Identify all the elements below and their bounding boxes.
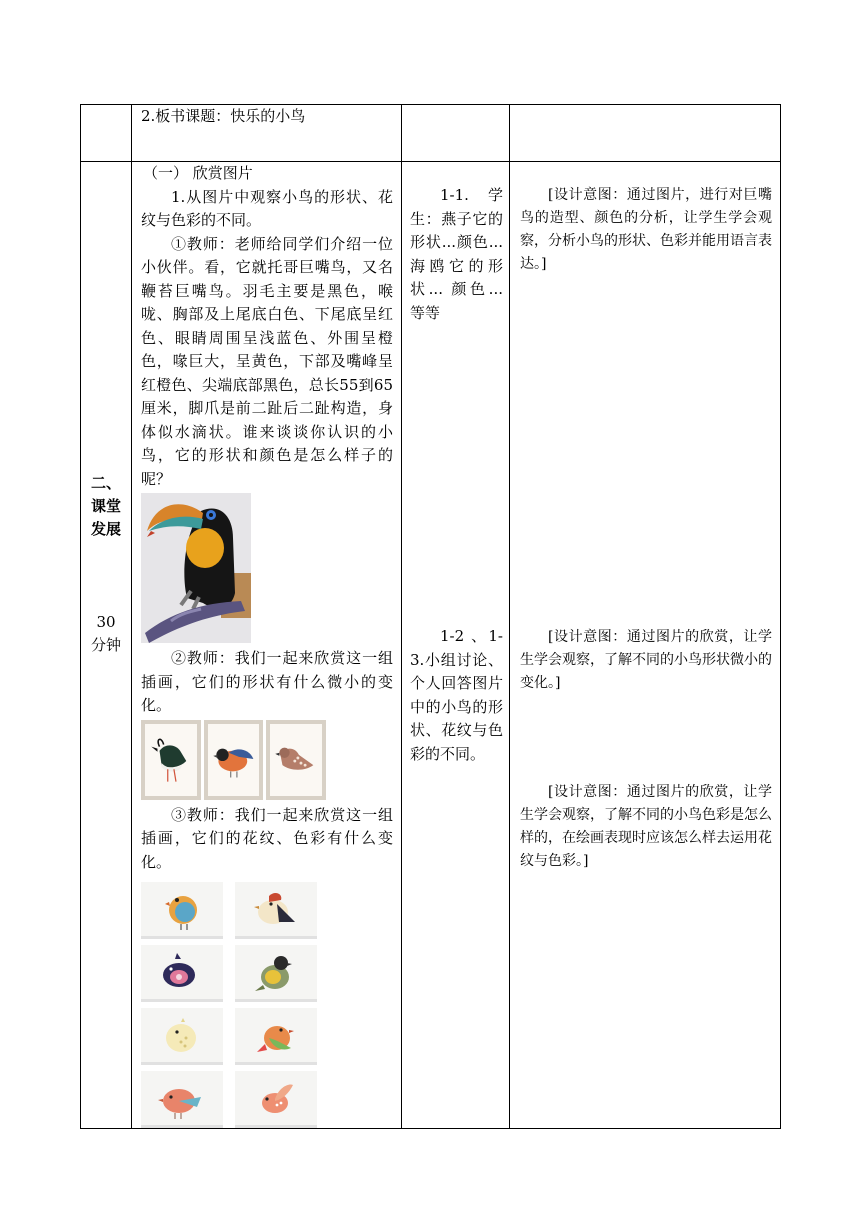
coral-bird-icon — [235, 1071, 317, 1125]
section-title: （一） 欣赏图片 — [143, 164, 253, 182]
pink-bird-icon — [141, 1071, 223, 1125]
content-cell — [132, 162, 402, 1129]
tile-coral-bird — [235, 1071, 317, 1128]
tile-dotted-bird — [235, 882, 317, 939]
student-cell-empty — [402, 105, 510, 162]
student-activity-2: 1-2 、1-3.小组讨论、个人回答图片中的小鸟的形状、花纹与色彩的不同。 — [410, 627, 503, 763]
stage-cell — [81, 162, 132, 1129]
teacher-intro-text: ①教师：老师给同学们介绍一位小伙伴。看，它就托哥巨嘴鸟，又名鞭苔巨嘴鸟。羽毛主要是黑色，喉咙、胸部及上尾底白色、下尾底呈红色、眼睛周围呈浅蓝色、外围呈橙色，喙巨大，呈黄色，下部及嘴峰呈红橙色、尖端底部黑色，总长55到65厘米，脚爪是前二趾后二趾构造，身体似水滴状。谁来谈谈你认识的小鸟，它的形状和颜色是怎么样子的呢？ — [141, 234, 393, 488]
dove-icon — [270, 724, 322, 796]
blue-bird-icon — [141, 882, 223, 936]
teacher-shape-text: ②教师：我们一起来欣赏这一组插画，它们的形状有什么微小的变化。 — [141, 649, 393, 714]
three-bird-prints — [141, 720, 326, 800]
tile-pink-bird — [141, 1071, 223, 1128]
teacher-color-text: ③教师：我们一起来欣赏这一组插画，它们的花纹、色彩有什么变化。 — [141, 805, 393, 871]
student-activity-1: 1-1.学生：燕子它的形状...颜色...海鸥它的形状... 颜色...等等 — [410, 186, 503, 322]
toucan-photo — [141, 493, 251, 643]
content-cell-title — [132, 105, 402, 162]
table-row-development — [81, 162, 781, 1129]
tile-purple-bird — [141, 945, 223, 1002]
lesson-plan-table — [80, 104, 781, 1129]
board-title-text: 2.板书课题：快乐的小鸟 — [141, 107, 306, 125]
design-intent-cell — [510, 162, 781, 1129]
tile-green-bird — [235, 945, 317, 1002]
student-activity-cell — [402, 162, 510, 1129]
purple-bird-icon — [141, 945, 223, 999]
stage-label: 二、 课堂 发展 — [90, 474, 121, 538]
green-bird-icon — [235, 945, 317, 999]
frame-dove — [266, 720, 326, 800]
design-cell-empty — [510, 105, 781, 162]
tile-cream-bird — [141, 1008, 223, 1065]
eight-bird-illustrations — [141, 882, 317, 1128]
bullfinch-icon — [208, 724, 260, 796]
frame-lapwing — [141, 720, 201, 800]
tile-orange-leaf-bird — [235, 1008, 317, 1065]
tile-blue-bird — [141, 882, 223, 939]
toucan-icon — [141, 493, 251, 643]
lapwing-icon — [145, 724, 197, 796]
orange-leaf-bird-icon — [235, 1008, 317, 1062]
point-1-text: 1.从图片中观察小鸟的形状、花纹与色彩的不同。 — [141, 187, 393, 229]
design-intent-3: [设计意图：通过图片的欣赏，让学生学会观察，了解不同的小鸟色彩是怎么样的，在绘画表现时应该怎么样去运用花纹与色彩。] — [520, 784, 772, 869]
duration-label: 30 分钟 — [90, 613, 121, 654]
table-row-title — [81, 105, 781, 162]
cream-bird-icon — [141, 1008, 223, 1062]
dotted-bird-icon — [235, 882, 317, 936]
stage-cell-empty — [81, 105, 132, 162]
design-intent-1: [设计意图：通过图片，进行对巨嘴鸟的造型、颜色的分析，让学生学会观察，分析小鸟的形状、色彩并能用语言表达。] — [520, 187, 772, 272]
design-intent-2: [设计意图：通过图片的欣赏，让学生学会观察，了解不同的小鸟形状微小的变化。] — [520, 629, 772, 691]
frame-bullfinch — [204, 720, 264, 800]
